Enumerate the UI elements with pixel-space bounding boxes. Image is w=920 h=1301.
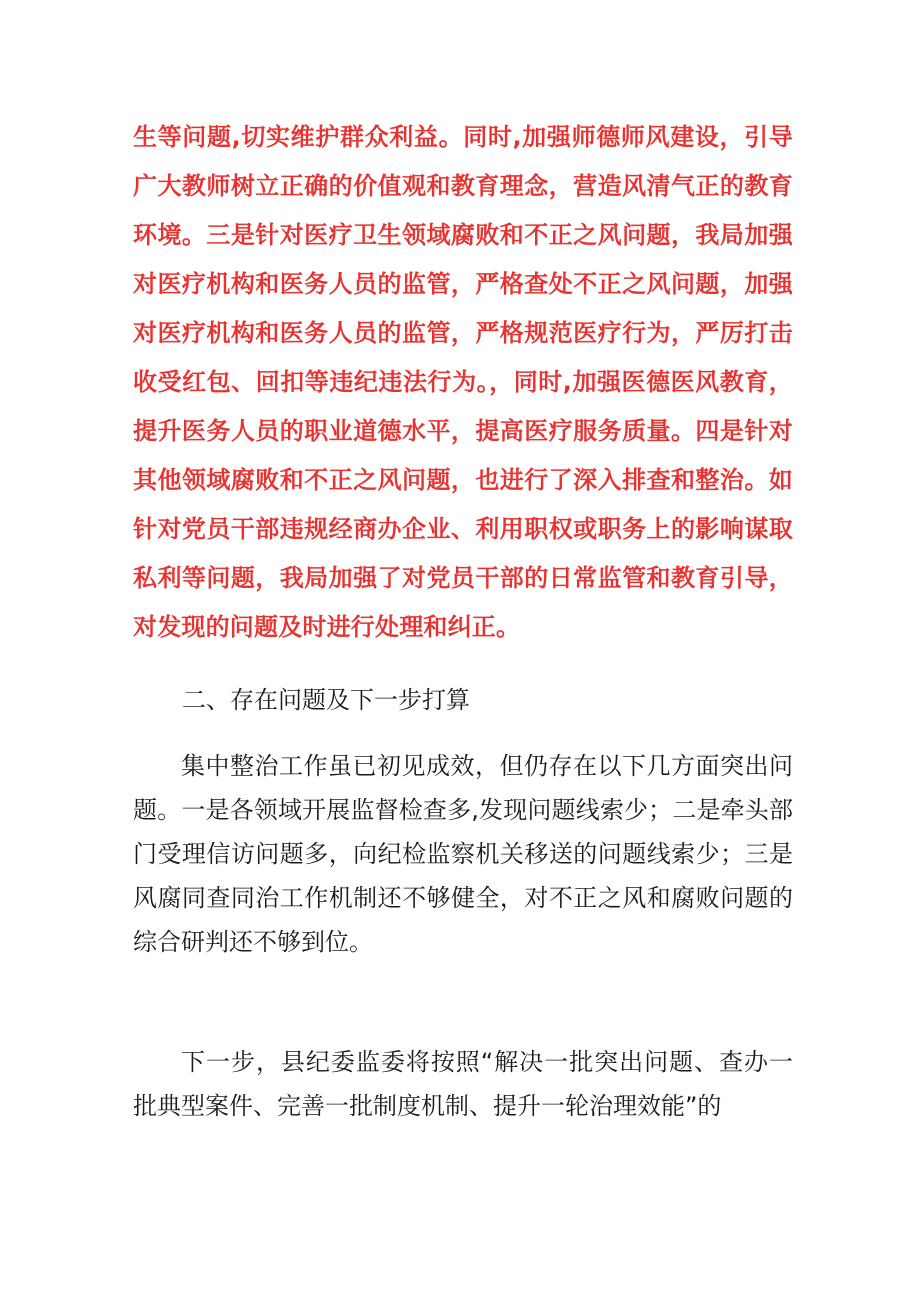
next-steps-paragraph: 下一步，县纪委监委将按照“解决一批突出问题、查办一批典型案件、完善一批制度机制、提升一轮治理效能”的 <box>133 1048 793 1120</box>
section-heading: 二、存在问题及下一步打算 <box>182 686 470 714</box>
highlighted-paragraph: 生等问题,切实维护群众利益。同时,加强师德师风建设，引导广大教师树立正确的价值观和教育理念，营造风清气正的教育环境。三是针对医疗卫生领域腐败和不正之风问题，我局加强对医疗机构和医务人员的监管，严格查处不正之风问题，加强对医疗机构和医务人员的监管，严格规范医疗行为，严厉打击收受红包、回扣等违纪违法行为。，同时,加强医德医风教育，提升医务人员的职业道德水平，提高医疗服务质量。四是针对其他领域腐败和不正之风问题，也进行了深入排查和整治。如针对党员干部违规经商办企业、利用职权或职务上的影响谋取私利等问题，我局加强了对党员干部的日常监管和教育引导，对发现的问题及时进行处理和纠正。 <box>133 123 793 641</box>
problems-paragraph: 集中整治工作虽已初见成效，但仍存在以下几方面突出问题。一是各领域开展监督检查多,发现问题线索少；二是牵头部门受理信访问题多，向纪检监察机关移送的问题线索少；三是风腐同查同治工作机制还不够健全，对不正之风和腐败问题的综合研判还不够到位。 <box>133 752 793 956</box>
